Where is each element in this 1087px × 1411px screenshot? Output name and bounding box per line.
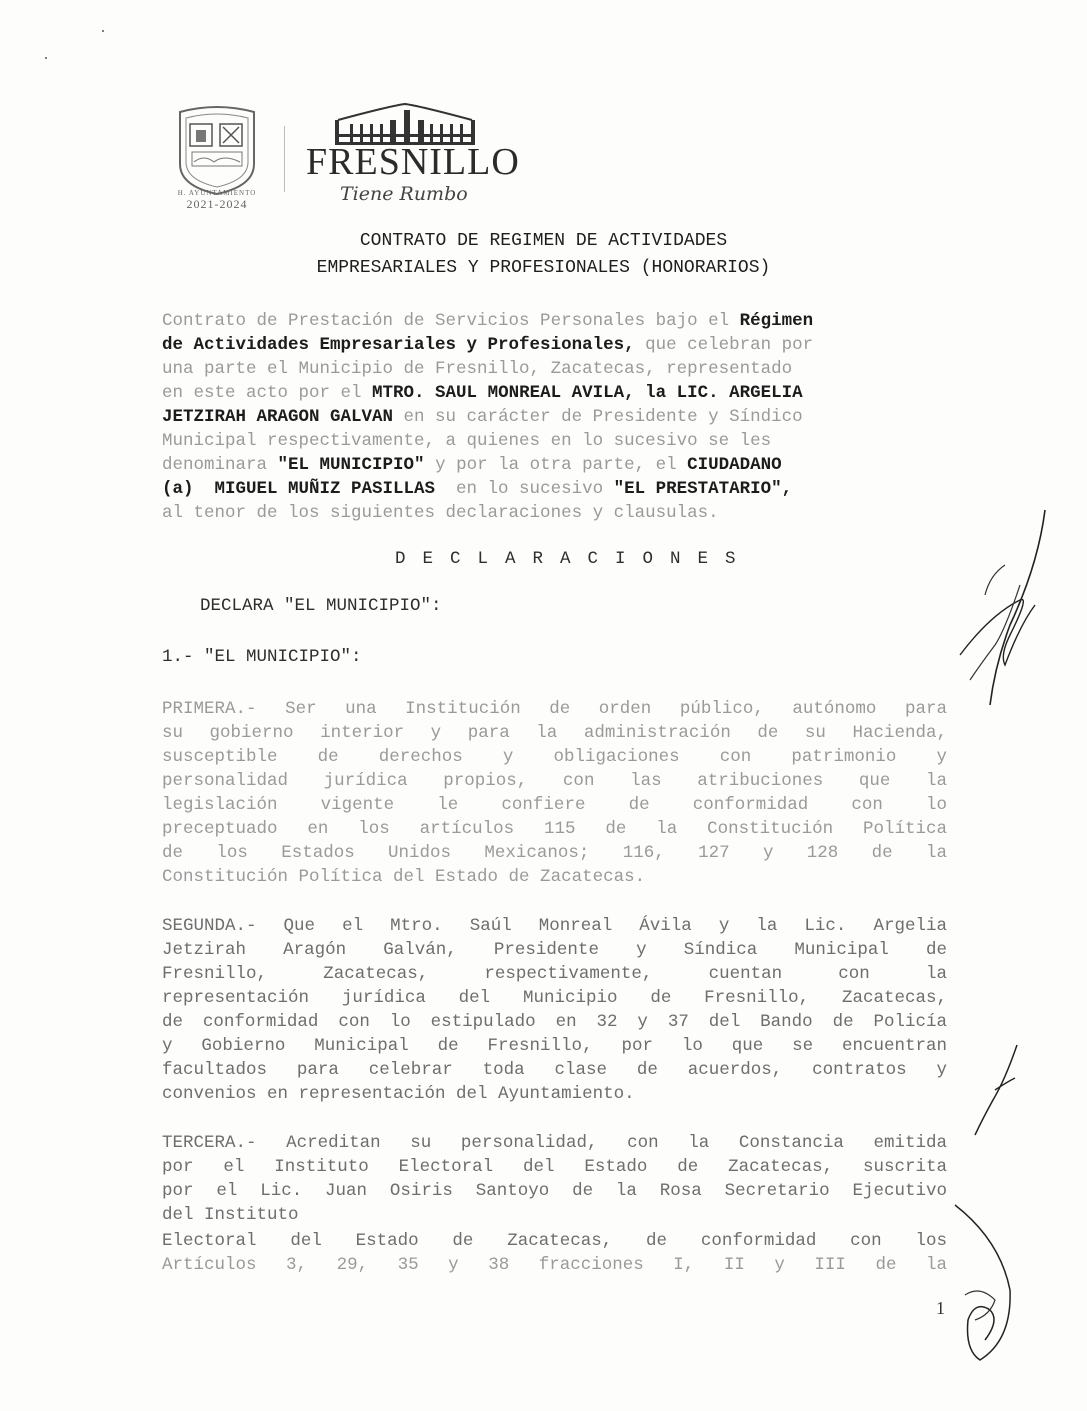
intro-line [162, 405, 947, 429]
section-heading: DECLARACIONES [395, 549, 753, 569]
intro-bold: "EL MUNICIPIO" [277, 455, 425, 475]
clause-line: por el Lic. Juan Osiris Santoyo de la Rosa Secretario Ejecutivo [162, 1181, 947, 1201]
intro-text: en este acto por el [162, 383, 373, 403]
document-title-line1: CONTRATO DE REGIMEN DE ACTIVIDADES [359, 231, 728, 251]
intro-bold: CIUDADANO [687, 455, 782, 475]
clause-line: susceptible de derechos y obligaciones con patrimonio y [162, 747, 947, 767]
intro-line [162, 477, 947, 501]
intro-line: al tenor de los siguientes declaraciones y clausulas. [162, 503, 719, 523]
intro-bold: (a) MIGUEL MUÑIZ PASILLAS [162, 479, 436, 499]
intro-line [162, 453, 947, 477]
scan-speck [45, 57, 47, 59]
clause-line: facultados para celebrar toda clase de acuerdos, contratos y [162, 1060, 947, 1080]
clause-line: Artículos 3, 29, 35 y 38 fracciones I, II y III de la [162, 1255, 947, 1275]
rubric-signature-icon [950, 1200, 1030, 1370]
clause-line: y Gobierno Municipal de Fresnillo, por lo que se encuentran [162, 1036, 947, 1056]
header-divider [284, 126, 285, 192]
clause-line: representación jurídica del Municipio de Fresnillo, Zacatecas, [162, 988, 947, 1008]
intro-line [162, 381, 947, 405]
clause-line: del Instituto [162, 1205, 299, 1225]
clause-line: Fresnillo, Zacatecas, respectivamente, cuentan con la [162, 964, 947, 984]
declara-heading: DECLARA "EL MUNICIPIO": [200, 596, 442, 616]
intro-text: en lo sucesivo [435, 479, 614, 499]
intro-bold: de Actividades Empresariales y Profesionales, [162, 335, 635, 355]
intro-bold: JETZIRAH ARAGON GALVAN [162, 407, 394, 427]
clause-line: su gobierno interior y para la administración de su Hacienda, [162, 723, 947, 743]
page-number: 1 [936, 1298, 945, 1318]
signature-icon [950, 505, 1050, 715]
clause-line: personalidad jurídica propios, con las atribuciones que la [162, 771, 947, 791]
intro-text: Contrato de Prestación de Servicios Personales bajo el [162, 311, 740, 331]
intro-text: denominara [162, 455, 278, 475]
intro-text: , [781, 479, 793, 499]
scan-speck [102, 30, 104, 32]
clause-line: Electoral del Estado de Zacatecas, de conformidad con los [162, 1231, 947, 1251]
seal-caption [162, 188, 272, 210]
intro-text: , la [624, 383, 677, 403]
clause-line: Jetzirah Aragón Galván, Presidente y Síndica Municipal de [162, 940, 947, 960]
clause-line: TERCERA.- Acreditan su personalidad, con la Constancia emitida [162, 1133, 947, 1153]
intro-text: que celebran por [634, 335, 814, 355]
clause-line: convenios en representación del Ayuntamiento. [162, 1084, 635, 1104]
brand-name: FRESNILLO [306, 141, 520, 183]
intro-line: una parte el Municipio de Fresnillo, Zacatecas, representado [162, 359, 793, 379]
document-title-line2: EMPRESARIALES Y PROFESIONALES (HONORARIOS) [316, 258, 771, 278]
clause-line: de conformidad con lo estipulado en 32 y 37 del Bando de Policía [162, 1012, 947, 1032]
brand-tagline: Tiene Rumbo [340, 183, 468, 205]
item-heading: 1.- "EL MUNICIPIO": [162, 647, 362, 667]
clause-line: de los Estados Unidos Mexicanos; 116, 127 y 128 de la [162, 843, 947, 863]
intro-line: Municipal respectivamente, a quienes en lo sucesivo se les [162, 431, 772, 451]
intro-text: y por la otra parte, el [424, 455, 688, 475]
clause-line: PRIMERA.- Ser una Institución de orden público, autónomo para [162, 699, 947, 719]
intro-line [162, 309, 947, 333]
intro-bold: "EL PRESTATARIO" [613, 479, 782, 499]
clause-line: Constitución Política del Estado de Zacatecas. [162, 867, 646, 887]
clause-line: SEGUNDA.- Que el Mtro. Saúl Monreal Ávila y la Lic. Argelia [162, 916, 947, 936]
intro-bold: Régimen [739, 311, 814, 331]
clause-line: preceptuado en los artículos 115 de la Constitución Política [162, 819, 947, 839]
intro-bold: LIC. ARGELIA [676, 383, 803, 403]
intro-text: en su carácter de Presidente y Síndico [393, 407, 803, 427]
intro-line [162, 333, 947, 357]
initial-signature-icon [955, 1040, 1025, 1140]
seal-caption-line2: 2021-2024 [186, 197, 248, 211]
clause-line: por el Instituto Electoral del Estado de Zacatecas, suscrita [162, 1157, 947, 1177]
clause-line: legislación vigente le confiere de conformidad con lo [162, 795, 947, 815]
intro-bold: MTRO. SAUL MONREAL AVILA [372, 383, 625, 403]
seal-caption-line1: H. AYUNTAMIENTO [177, 189, 257, 197]
